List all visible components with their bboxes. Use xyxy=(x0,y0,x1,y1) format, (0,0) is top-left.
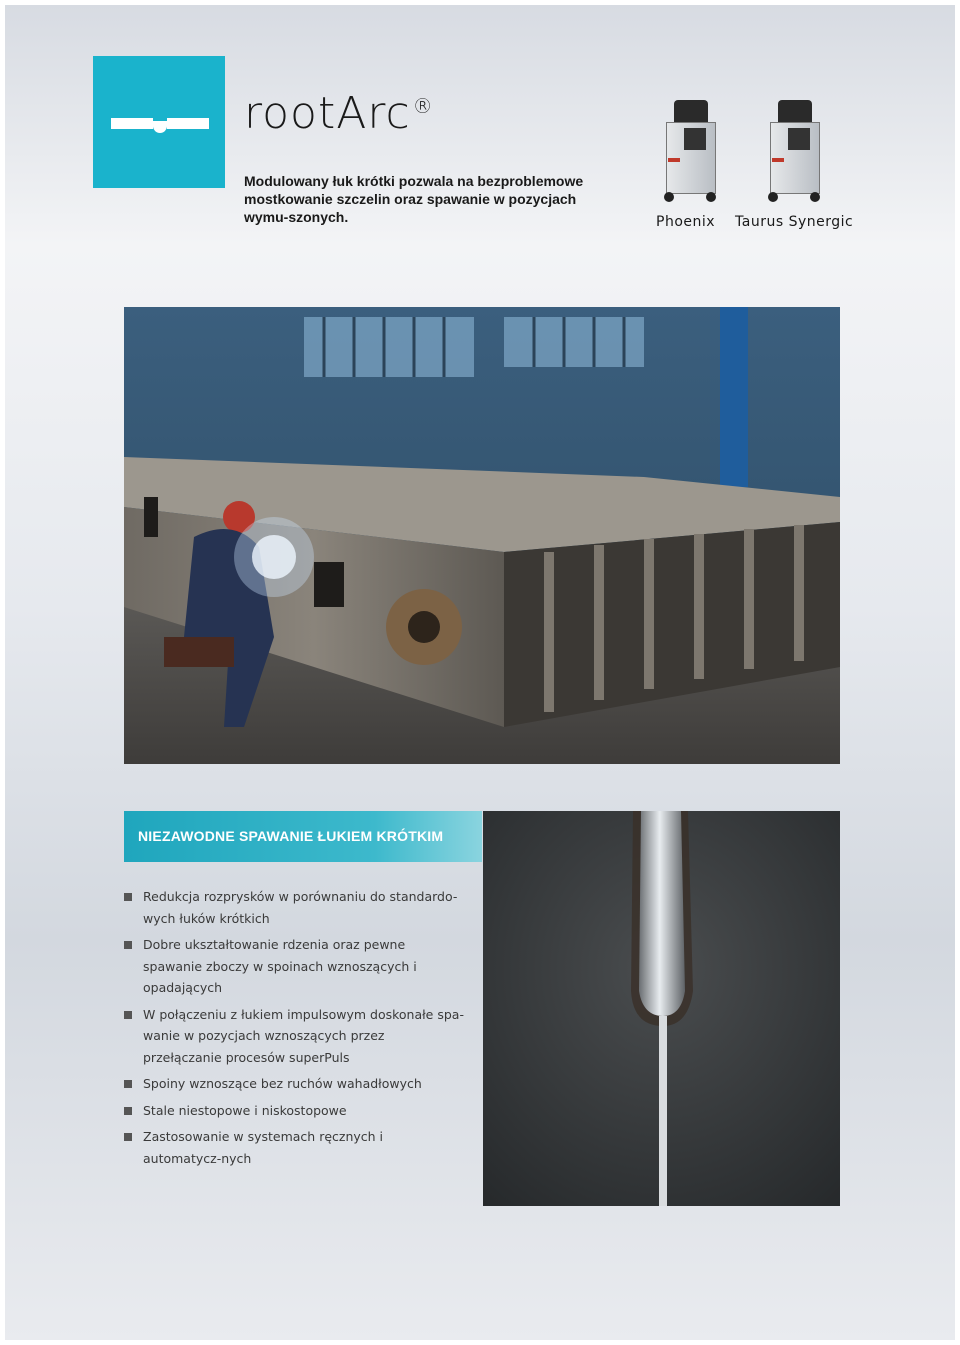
bullet-square-icon xyxy=(124,893,132,901)
brand-name: rootArc xyxy=(244,88,411,139)
registered-mark: ® xyxy=(412,94,434,118)
machine-label-taurus: Taurus Synergic xyxy=(735,214,854,230)
list-item: Dobre ukształtowanie rdzenia oraz pewne spawanie zboczy w spoinach wznoszących i opadających xyxy=(124,934,464,999)
weld-closeup-photo xyxy=(483,811,840,1206)
logo-bar-right xyxy=(167,118,209,129)
logo-bar-left xyxy=(111,118,153,129)
machine-labels xyxy=(656,214,853,230)
list-item: Stale niestopowe i niskostopowe xyxy=(124,1100,464,1122)
bullet-square-icon xyxy=(124,941,132,949)
bullet-square-icon xyxy=(124,1080,132,1088)
bullet-square-icon xyxy=(124,1133,132,1141)
bullet-square-icon xyxy=(124,1011,132,1019)
feature-list xyxy=(124,886,464,1174)
list-item: Spoiny wznoszące bez ruchów wahadłowych xyxy=(124,1073,464,1095)
list-item: Redukcja rozprysków w porównaniu do standardo-wych łuków krótkich xyxy=(124,886,464,929)
list-item: Zastosowanie w systemach ręcznych i automatycz-nych xyxy=(124,1126,464,1169)
machine-phoenix-image xyxy=(660,98,722,204)
brand-subtitle: Modulowany łuk krótki pozwala na bezproblemowe mostkowanie szczelin oraz spawanie w pozycjach wymu-szonych. xyxy=(244,173,584,225)
brand-logo xyxy=(93,56,225,188)
list-item: W połączeniu z łukiem impulsowym doskonałe spa-wanie w pozycjach wznoszących przez przełączanie procesów superPuls xyxy=(124,1004,464,1069)
section-heading xyxy=(124,811,482,862)
machine-label-phoenix: Phoenix xyxy=(656,214,716,230)
workshop-photo xyxy=(124,307,840,764)
logo-dot xyxy=(153,121,167,133)
brand-wordmark xyxy=(244,88,434,139)
bullet-square-icon xyxy=(124,1107,132,1115)
section-title: NIEZAWODNE SPAWANIE ŁUKIEM KRÓTKIM xyxy=(138,828,444,844)
machine-taurus-image xyxy=(764,98,826,204)
